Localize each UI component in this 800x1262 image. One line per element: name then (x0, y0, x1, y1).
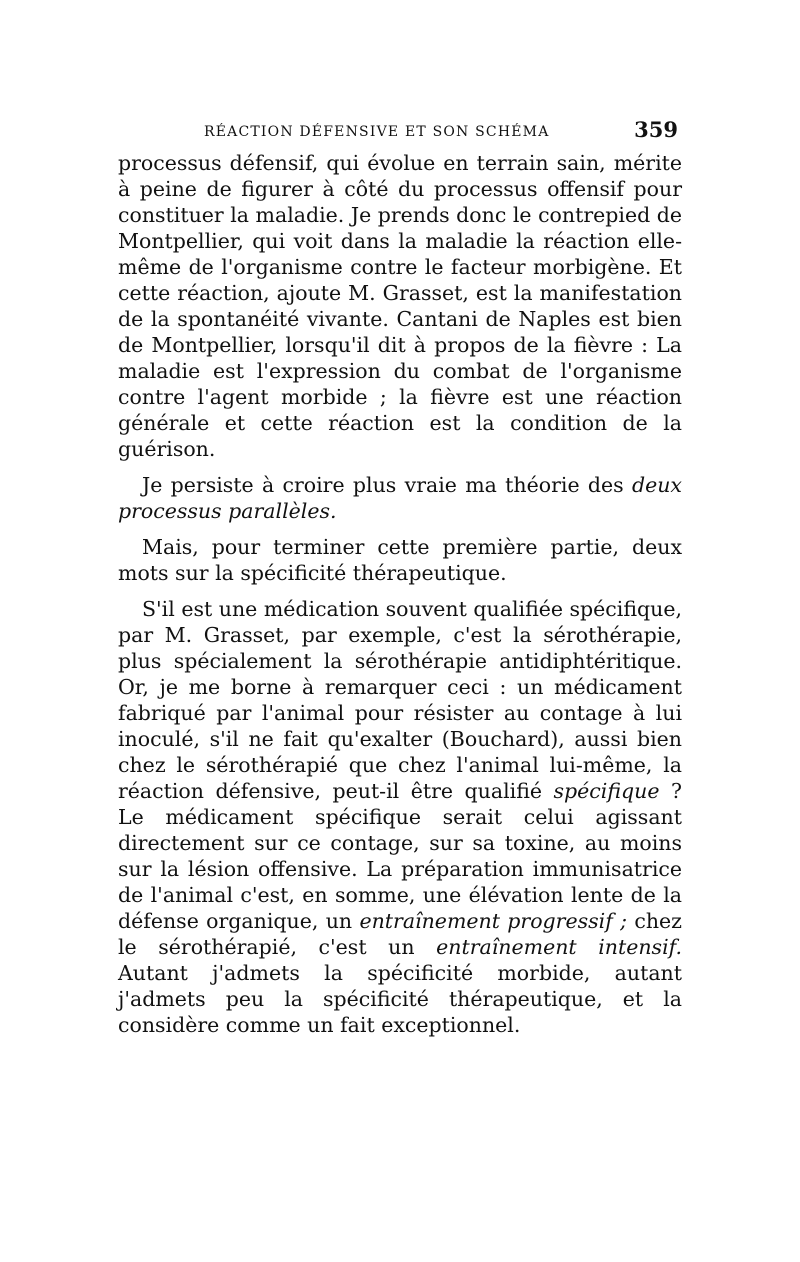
paragraph-4 (118, 596, 682, 1038)
paragraph-2-segment-1: Je persiste à croire plus vraie ma théorie des (142, 473, 632, 497)
page-header (118, 114, 682, 150)
paragraph-3 (118, 534, 682, 586)
running-head: RÉACTION DÉFENSIVE ET SON SCHÉMA (204, 124, 550, 140)
paragraph-2 (118, 472, 682, 524)
paragraph-4-italic-entrainement-progressif: entraînement progressif ; (359, 909, 628, 933)
paragraph-1-segment-1: processus défensif, qui évolue en terrain sain, mérite à peine de figurer à côté du processus offensif pour constituer la maladie. Je prends donc le contrepied de Montpellier, qui voit dans la maladie la réaction elle-même de l'organisme contre le facteur morbigène. Et cette réaction, ajoute M. Grasset, est la manifestation de la spontanéité vivante. Cantani de Naples est bien de Montpellier, lorsqu'il dit à propos de la fièvre : La maladie est l'expression du combat de l'organisme contre l'agent morbide ; la fièvre est une réaction générale et cette réaction est la condition de la guérison. (118, 151, 682, 461)
paragraph-4-segment-3: ? Le médicament spécifique serait celui agissant directement sur ce contage, sur sa toxine, au moins sur la lésion offensive. La préparation immunisatrice de l'animal c'est, en somme, une élévation lente de la défense organique, un (118, 779, 682, 933)
paragraph-4-italic-entrainement-intensif: entraînement intensif. (436, 935, 682, 959)
paragraph-4-segment-1: S'il est une médication souvent qualifiée spécifique, par M. Grasset, par exemple, c'est la sérothérapie, plus spécialement la sérothérapie antidiphtéritique. Or, je me borne à remarquer ceci : un médicament fabriqué par l'animal pour résister au contage à lui inoculé, s'il ne fait qu'exalter (Bouchard), aussi bien chez le sérothérapié que chez l'animal lui-même, la réaction défensive, peut-il être qualifié (118, 597, 682, 803)
paragraph-2-italic-phrase: deux processus parallèles. (118, 473, 682, 523)
paragraph-4-italic-specifique: spécifique (553, 779, 660, 803)
page-number: 359 (634, 117, 678, 142)
paragraph-1 (118, 150, 682, 462)
body-text (118, 150, 682, 1038)
paragraph-4-segment-7: Autant j'admets la spécificité morbide, autant j'admets peu la spécificité thérapeutique, et la considère comme un fait exceptionnel. (118, 961, 682, 1037)
paragraph-3-segment-1: Mais, pour terminer cette première partie, deux mots sur la spécificité thérapeutique. (118, 535, 682, 585)
paragraph-4-segment-5: chez le sérothérapié, c'est un (118, 909, 682, 959)
book-page (118, 114, 682, 1038)
